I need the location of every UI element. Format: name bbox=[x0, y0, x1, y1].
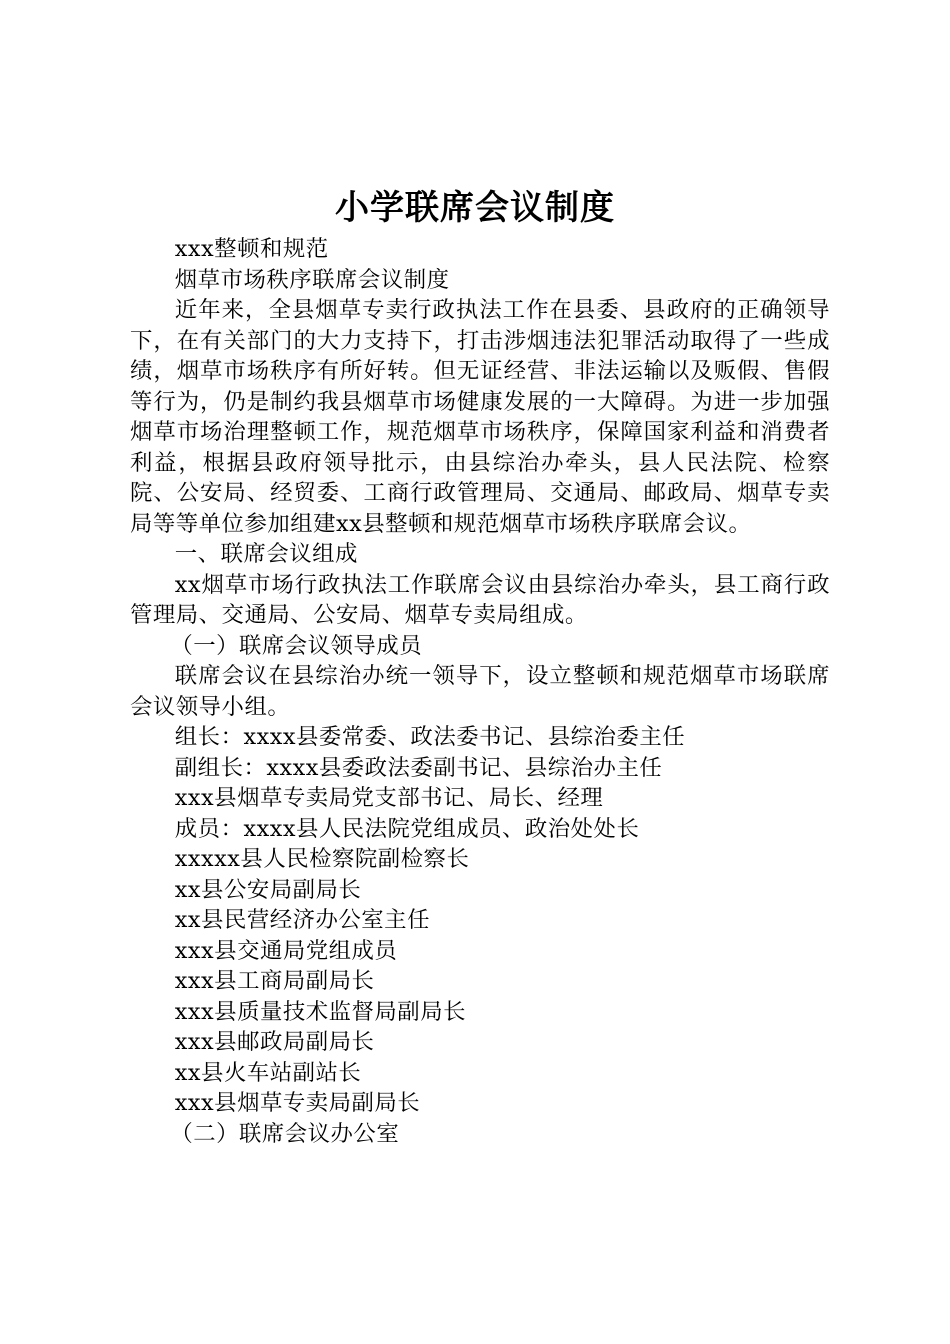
list-item-member-2: xxxxx县人民检察院副检察长 bbox=[174, 846, 470, 872]
list-item-member-10: xxx县烟草专卖局副局长 bbox=[174, 1090, 421, 1116]
paragraph-2: 烟草市场秩序联席会议制度 bbox=[174, 266, 450, 293]
list-item-member-6: xxx县工商局副局长 bbox=[174, 968, 375, 994]
subsection-heading-2: （二）联席会议办公室 bbox=[170, 1120, 400, 1147]
paragraph-5: xx烟草市场行政执法工作联席会议由县综治办牵头，县工商行政管理局、交通局、公安局、烟草专卖局组成。 bbox=[130, 571, 830, 628]
list-item-member-9: xx县火车站副站长 bbox=[174, 1059, 362, 1086]
paragraph-3: 近年来，全县烟草专卖行政执法工作在县委、县政府的正确领导下，在有关部门的大力支持下，打击涉烟违法犯罪活动取得了一些成绩，烟草市场秩序有所好转。但无证经营、非法运输以及贩假、售假等行为，仍是制约我县烟草市场健康发展的一大障碍。为进一步加强烟草市场治理整顿工作，规范烟草市场秩序，保障国家利益和消费者利益，根据县政府领导批示，由县综治办牵头，县人民法院、检察院、公安局、经贸委、工商行政管理局、交通局、邮政局、烟草专卖局等等单位参加组建xx县整顿和规范烟草市场秩序联席会议。 bbox=[130, 297, 830, 537]
list-item-member-7: xxx县质量技术监督局副局长 bbox=[174, 998, 466, 1025]
list-item-deputy-leader: 副组长：xxxx县委政法委副书记、县综治办主任 bbox=[174, 754, 663, 781]
paragraph-1: xxx整顿和规范 bbox=[174, 236, 329, 262]
list-item-member-4: xx县民营经济办公室主任 bbox=[174, 907, 430, 933]
list-item-member-5: xxx县交通局党组成员 bbox=[174, 937, 398, 964]
list-item-deputy-leader-2: xxx县烟草专卖局党支部书记、局长、经理 bbox=[174, 785, 604, 811]
paragraph-7: 联席会议在县综治办统一领导下，设立整顿和规范烟草市场联席会议领导小组。 bbox=[130, 663, 830, 720]
list-item-member-3: xx县公安局副局长 bbox=[174, 876, 362, 903]
subsection-heading-1: （一）联席会议领导成员 bbox=[170, 632, 423, 659]
list-item-leader: 组长：xxxx县委常委、政法委书记、县综治委主任 bbox=[174, 724, 686, 750]
document-body bbox=[130, 234, 830, 1149]
document-title: 小学联席会议制度 bbox=[335, 188, 615, 228]
list-item-member: 成员：xxxx县人民法院党组成员、政治处处长 bbox=[174, 815, 640, 842]
list-item-member-8: xxx县邮政局副局长 bbox=[174, 1029, 375, 1055]
section-heading-1: 一、联席会议组成 bbox=[174, 541, 358, 567]
